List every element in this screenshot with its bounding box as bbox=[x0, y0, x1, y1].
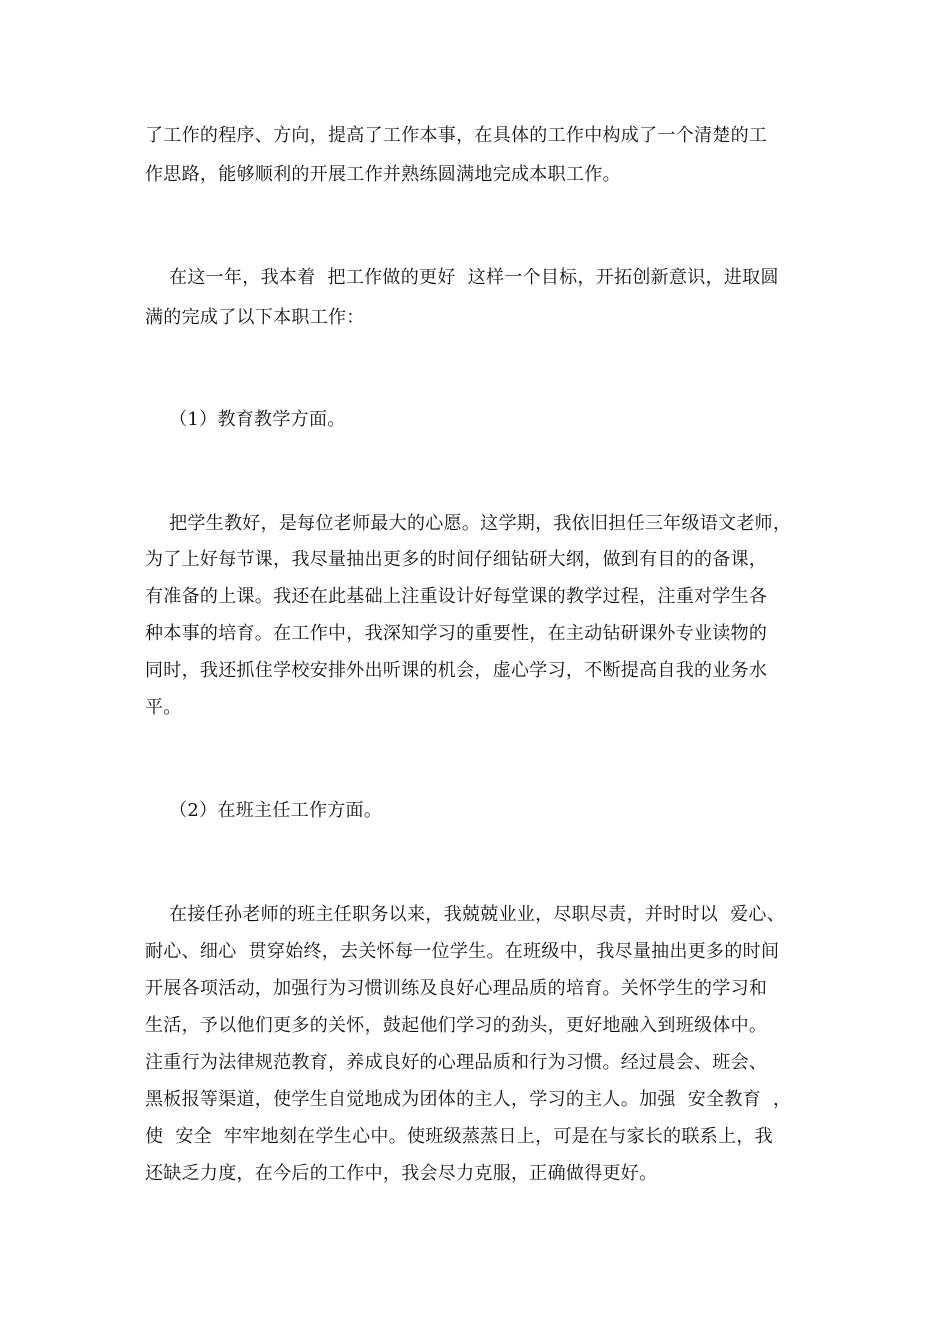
text-line: 黑板报等渠道，使学生自觉地成为团体的主人，学习的主人。加强 安全教育 ， bbox=[145, 1089, 792, 1110]
text-line: 把学生教好，是每位老师最大的心愿。这学期，我依旧担任三年级语文老师， bbox=[145, 513, 792, 534]
text-line: 有准备的上课。我还在此基础上注重设计好每堂课的教学过程，注重对学生各 bbox=[145, 586, 768, 607]
text-line: 生活，予以他们更多的关怀，鼓起他们学习的劲头，更好地融入到班级体中。 bbox=[145, 1015, 768, 1036]
text-line: 注重行为法律规范教育，养成良好的心理品质和行为习惯。经过晨会、班会、 bbox=[145, 1052, 768, 1073]
text-line: 种本事的培育。在工作中，我深知学习的重要性，在主动钻研课外专业读物的 bbox=[145, 623, 768, 644]
section-heading-class-teacher: （2）在班主任工作方面。 bbox=[145, 800, 383, 821]
text-line: 耐心、细心 贯穿始终，去关怀每一位学生。在班级中，我尽量抽出更多的时间 bbox=[145, 941, 780, 962]
text-line: 满的完成了以下本职工作： bbox=[145, 307, 365, 328]
text-line: 还缺乏力度，在今后的工作中，我会尽力克服，正确做得更好。 bbox=[145, 1163, 658, 1184]
text-line: 作思路，能够顺利的开展工作并熟练圆满地完成本职工作。 bbox=[145, 164, 621, 185]
text-line: 平。 bbox=[145, 697, 182, 718]
text-line: 使 安全 牢牢地刻在学生心中。使班级蒸蒸日上，可是在与家长的联系上，我 bbox=[145, 1126, 773, 1147]
text-line: 开展各项活动，加强行为习惯训练及良好心理品质的培育。关怀学生的学习和 bbox=[145, 978, 768, 999]
text-line: 在接任孙老师的班主任职务以来，我兢兢业业，尽职尽责，并时时以 爱心、 bbox=[145, 904, 786, 925]
text-line: 了工作的程序、方向，提高了工作本事，在具体的工作中构成了一个清楚的工 bbox=[145, 125, 768, 146]
text-line: 为了上好每节课，我尽量抽出更多的时间仔细钻研大纲，做到有目的的备课， bbox=[145, 549, 768, 570]
text-line: 同时，我还抓住学校安排外出听课的机会，虚心学习，不断提高自我的业务水 bbox=[145, 660, 768, 681]
text-line: 在这一年，我本着 把工作做的更好 这样一个目标，开拓创新意识，进取圆 bbox=[145, 267, 779, 288]
section-heading-teaching: （1）教育教学方面。 bbox=[145, 409, 346, 430]
